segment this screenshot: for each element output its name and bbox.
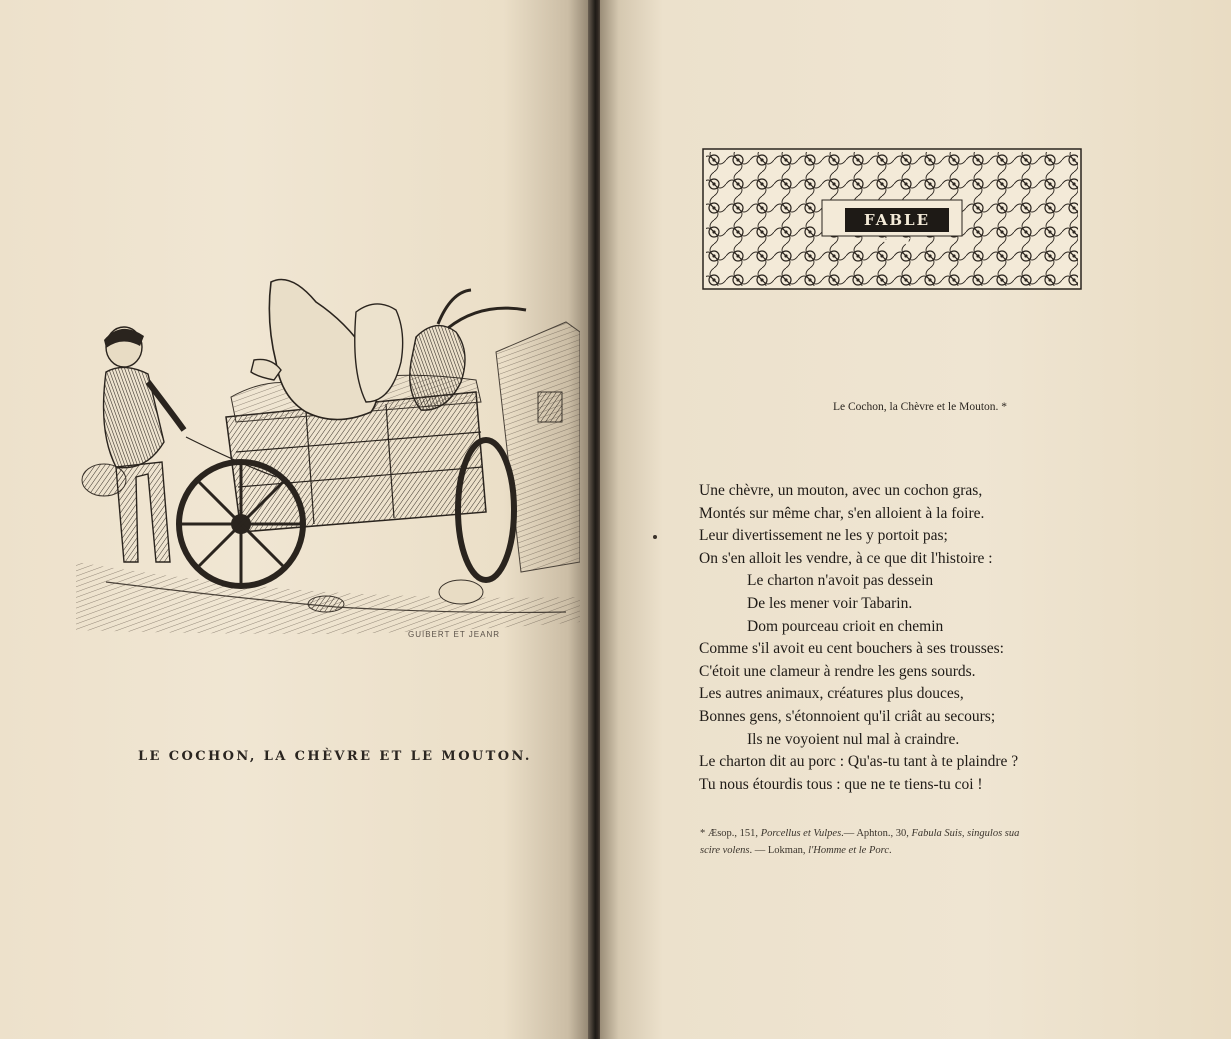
poem-line: Le charton n'avoit pas dessein — [747, 572, 934, 590]
poem-line: De les mener voir Tabarin. — [747, 594, 913, 612]
fable-number-label: FABLE XII — [845, 208, 949, 232]
engraving-illustration — [76, 262, 580, 642]
poem-line: C'étoit une clameur à rendre les gens sourds. — [699, 662, 976, 680]
bleed-through-text — [120, 118, 124, 141]
engraving-svg — [76, 262, 580, 642]
engraver-signature: GUIBERT ET JEANR — [408, 630, 501, 639]
poem-line: Dom pourceau crioit en chemin — [747, 617, 944, 635]
poem-line: Une chèvre, un mouton, avec un cochon gras, — [699, 482, 983, 499]
poem-line: Le charton dit au porc : Qu'as-tu tant à te plaindre ? — [699, 753, 1019, 771]
footnote — [700, 825, 1120, 859]
fable-title: Le Cochon, la Chèvre et le Mouton. * — [832, 401, 1008, 413]
poem-line: Les autres animaux, créatures plus douces, — [699, 685, 964, 703]
footnote-line-2: scire volens. — Lokman, l'Homme et le Porc. — [700, 845, 892, 856]
poem-line: Montés sur même char, s'en alloient à la foire. — [699, 504, 985, 522]
poem-text — [699, 480, 1099, 796]
footnote-line-1: * Æsop., 151, Porcellus et Vulpes.— Aphton., 30, Fabula Suis, singulos sua — [700, 828, 1020, 839]
poem-line: Tu nous étourdis tous : que ne te tiens-tu coi ! — [699, 775, 983, 793]
poem-line: Comme s'il avoit eu cent bouchers à ses trousses: — [699, 640, 1004, 658]
poem-line: Bonnes gens, s'étonnoient qu'il criât au secours; — [699, 707, 996, 725]
plate-caption: LE COCHON, LA CHÈVRE ET LE MOUTON. — [138, 749, 532, 764]
poem-line: Leur divertissement ne les y portoit pas; — [699, 527, 948, 545]
poem-line: On s'en alloit les vendre, à ce que dit l'histoire : — [699, 549, 993, 567]
margin-mark — [653, 535, 657, 539]
poem-line: Ils ne voyoient nul mal à craindre. — [747, 730, 960, 748]
